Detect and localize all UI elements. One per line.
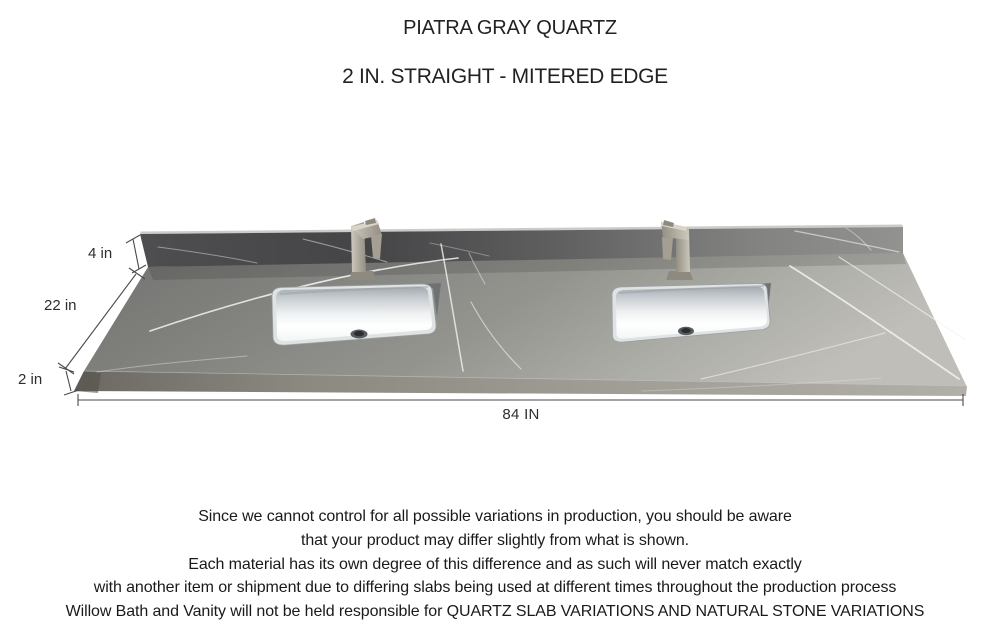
- disclaimer-line: Each material has its own degree of this difference and as such will never match exactly: [188, 555, 802, 573]
- dim-line-width: [78, 394, 963, 406]
- sink-right-drain-hole: [681, 328, 690, 333]
- dim-label-width: 84 IN: [502, 406, 540, 423]
- disclaimer-line: Willow Bath and Vanity will not be held responsible for QUARTZ SLAB VARIATIONS AND NATURAL STONE VARIATIONS: [65, 603, 925, 621]
- page-title: PIATRA GRAY QUARTZ: [403, 17, 617, 39]
- disclaimer-line: Since we cannot control for all possible variations in production, you should be aware: [198, 508, 792, 525]
- front-edge-left-cap: [74, 371, 101, 393]
- sink-left-drain-hole: [354, 331, 364, 336]
- disclaimer-line: that your product may differ slightly from what is shown.: [301, 531, 689, 549]
- faucet-left-base: [349, 271, 376, 280]
- page-subtitle: 2 IN. STRAIGHT - MITERED EDGE: [342, 65, 668, 88]
- dim-label-edge-thickness: 2 in: [18, 371, 43, 388]
- disclaimer: [0, 505, 990, 624]
- dim-label-depth: 22 in: [44, 297, 77, 314]
- disclaimer-line: with another item or shipment due to differing slabs being used at different times throughout the production process: [93, 579, 897, 597]
- dim-label-backsplash-height: 4 in: [88, 245, 113, 262]
- faucet-right-base: [666, 271, 693, 280]
